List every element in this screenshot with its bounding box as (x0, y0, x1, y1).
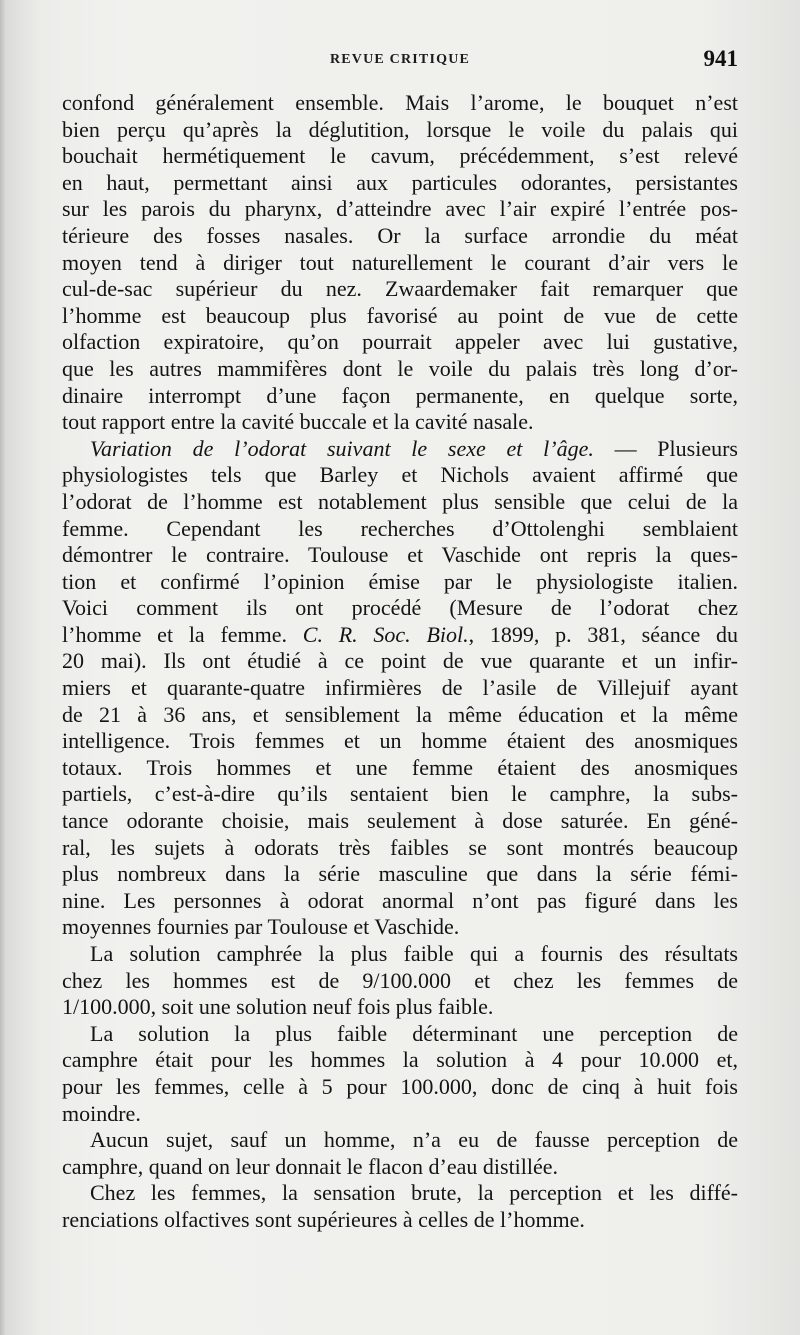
text-line: térieure des fosses nasales. Or la surface arrondie du méat (62, 222, 738, 248)
text-line: camphre, quand on leur donnait le flacon d’eau distillée. (62, 1153, 559, 1179)
text-line: moyen tend à diriger tout naturellement le courant d’air vers le (62, 249, 738, 275)
text-line: renciations olfactives sont supérieures à celles de l’homme. (62, 1206, 585, 1232)
text-line: l’homme et la femme. C. R. Soc. Biol., 1899, p. 381, séance du (62, 621, 739, 647)
text-line: dinaire interrompt d’une façon permanente, en quelque sorte, (62, 382, 738, 408)
text-line: La solution camphrée la plus faible qui a fournis des résultats (90, 941, 738, 966)
text-line: tion et confirmé l’opinion émise par le physiologiste italien. (62, 568, 738, 594)
text-line: femme. Cependant les recherches d’Ottolenghi semblaient (62, 515, 738, 541)
text-line: tance odorante choisie, mais seulement à dose saturée. En géné- (62, 808, 738, 834)
text-line: plus nombreux dans la série masculine que dans la série fémi- (62, 861, 738, 887)
text-line: bouchait hermétiquement le cavum, précédemment, s’est relevé (62, 143, 738, 169)
text-line: intelligence. Trois femmes et un homme étaient des anosmiques (62, 728, 738, 754)
text-line: miers et quarante-quatre infirmières de l’asile de Villejuif ayant (62, 675, 738, 701)
text-line: pour les femmes, celle à 5 pour 100.000, donc de cinq à huit fois (62, 1073, 738, 1099)
body-text (62, 90, 738, 1234)
text-line: moyennes fournies par Toulouse et Vaschide. (62, 914, 460, 940)
page-edge-shadow (0, 0, 6, 1335)
page-header (62, 44, 738, 80)
text-line: ral, les sujets à odorats très faibles se sont montrés beaucoup (62, 834, 738, 860)
text-line: en haut, permettant ainsi aux particules odorantes, persistantes (62, 169, 738, 195)
text-line: nine. Les personnes à odorat anormal n’ont pas figuré dans les (62, 887, 738, 913)
text-line: Chez les femmes, la sensation brute, la perception et les diffé- (90, 1180, 738, 1206)
text-line: bien perçu qu’après la déglutition, lorsque le voile du palais qui (62, 116, 738, 142)
text-line: 1/100.000, soit une solution neuf fois plus faible. (62, 994, 494, 1020)
text-line: partiels, c’est-à-dire qu’ils sentaient bien le camphre, la subs- (62, 781, 738, 807)
text-line: 20 mai). Ils ont étudié à ce point de vue quarante et un infir- (62, 648, 738, 674)
text-line: olfaction expiratoire, qu’on pourrait appeler avec lui gustative, (62, 329, 738, 355)
text-line: physiologistes tels que Barley et Nichols avaient affirmé que (62, 462, 738, 488)
page-number: 941 (703, 46, 738, 71)
text-line: Voici comment ils ont procédé (Mesure de l’odorat chez (62, 595, 738, 621)
section-heading-line: Variation de l’odorat suivant le sexe et l’âge. — Plusieurs (90, 435, 738, 461)
text-line: l’odorat de l’homme est notablement plus sensible que celui de la (62, 488, 738, 514)
text-line: Aucun sujet, sauf un homme, n’a eu de fausse perception de (90, 1127, 738, 1153)
text-line: de 21 à 36 ans, et sensiblement la même éducation et la même (62, 701, 738, 727)
text-line: démontrer le contraire. Toulouse et Vaschide ont repris la ques- (62, 542, 738, 568)
text-line: camphre était pour les hommes la solution à 4 pour 10.000 et, (62, 1047, 738, 1073)
text-line: sur les parois du pharynx, d’atteindre avec l’air expiré l’entrée pos- (62, 196, 738, 222)
text-line: confond généralement ensemble. Mais l’arome, le bouquet n’est (62, 90, 738, 115)
text-line: l’homme est beaucoup plus favorisé au point de vue de cette (62, 302, 738, 328)
text-line: chez les hommes est de 9/100.000 et chez les femmes de (62, 967, 738, 993)
text-line: totaux. Trois hommes et une femme étaient des anosmiques (62, 754, 738, 780)
running-head: REVUE CRITIQUE (329, 52, 471, 67)
text-line: cul-de-sac supérieur du nez. Zwaardemaker fait remarquer que (62, 276, 738, 302)
text-line: La solution la plus faible déterminant une perception de (90, 1020, 738, 1046)
text-line: moindre. (62, 1100, 141, 1126)
text-line: tout rapport entre la cavité buccale et la cavité nasale. (62, 409, 534, 435)
text-line: que les autres mammifères dont le voile du palais très long d’or- (62, 355, 738, 381)
